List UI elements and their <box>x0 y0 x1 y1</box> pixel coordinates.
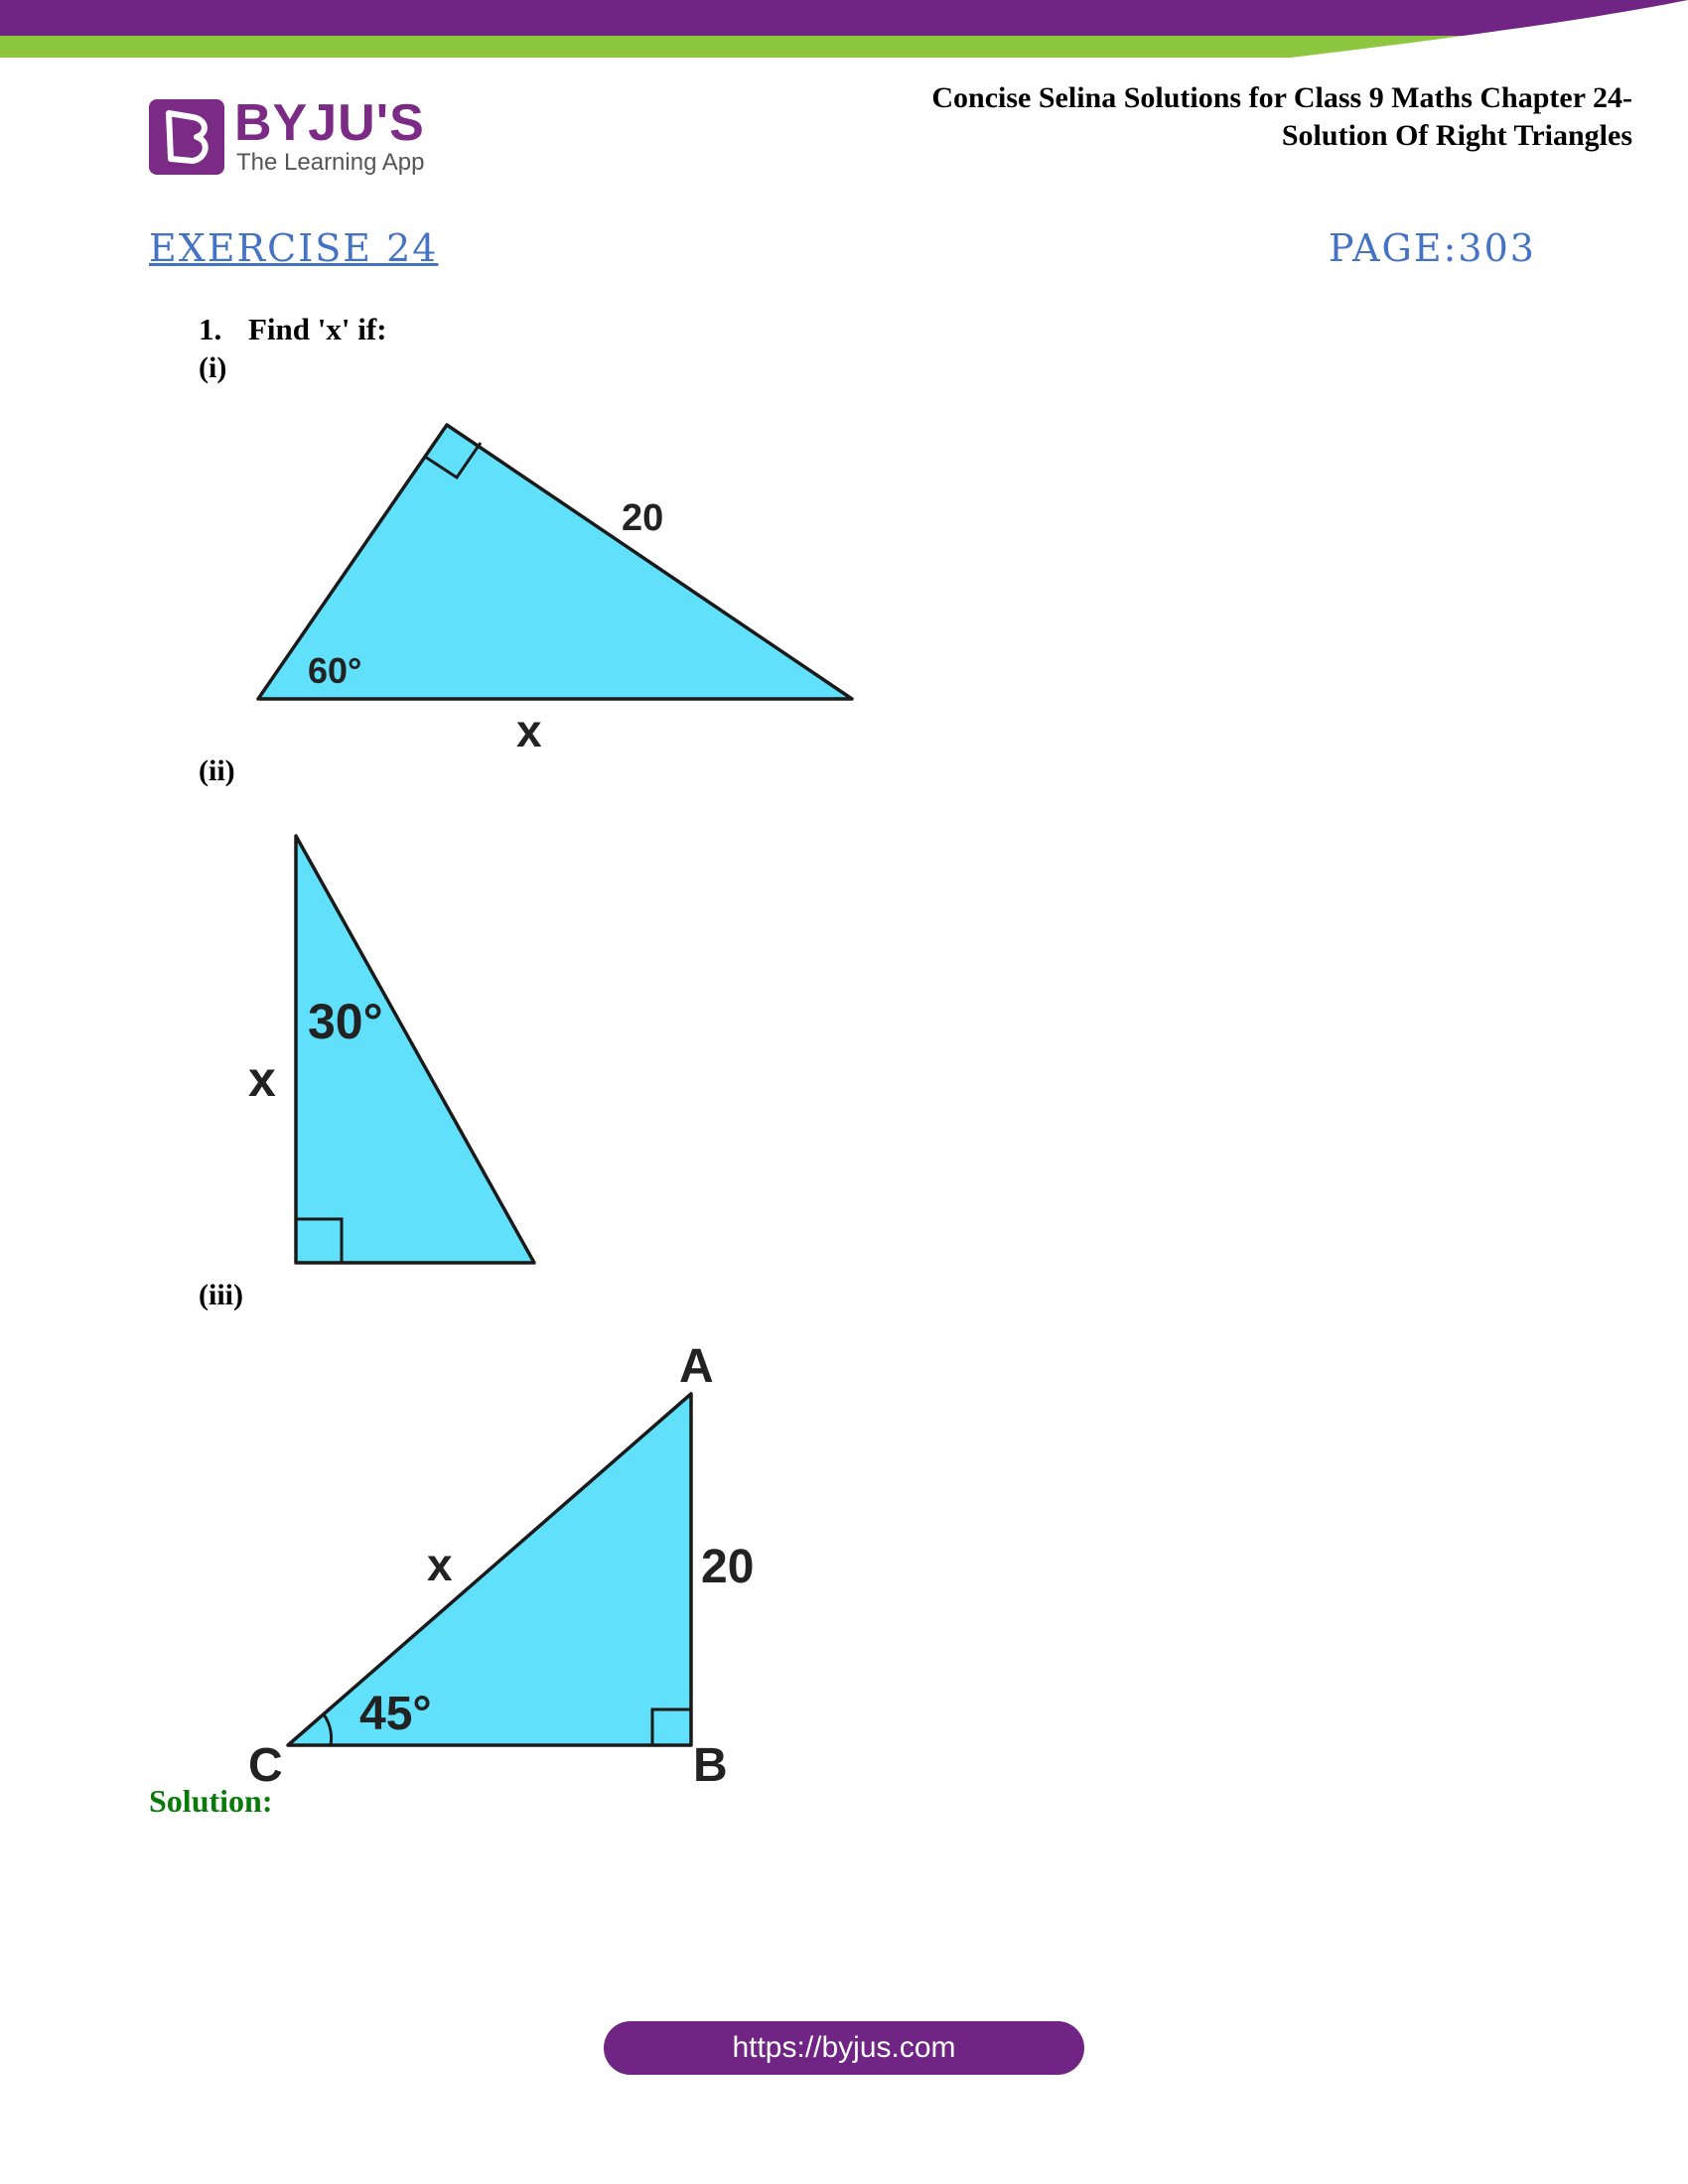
triangle-figure-i <box>258 425 852 756</box>
side-label-i: 20 <box>622 497 664 539</box>
triangle-iii <box>288 1394 691 1745</box>
part-label-ii: (ii) <box>199 754 235 787</box>
question-text: Find 'x' if: <box>248 312 387 346</box>
footer-url-link[interactable]: https://byjus.com <box>604 2021 1084 2075</box>
unknown-label-i: x <box>516 705 542 756</box>
title-line-2: Solution Of Right Triangles <box>1281 119 1632 152</box>
angle-label-i: 60° <box>308 650 362 691</box>
unknown-label-iii: x <box>427 1539 453 1590</box>
exercise-heading: EXERCISE 24 <box>149 226 439 270</box>
title-line-1: Concise Selina Solutions for Class 9 Maths Chapter 24- <box>931 81 1632 114</box>
vertex-c-label: C <box>248 1739 283 1792</box>
part-label-i: (i) <box>199 351 227 384</box>
question-number: 1. <box>199 312 222 346</box>
solution-label: Solution: <box>149 1783 273 1819</box>
page-number: PAGE:303 <box>1329 226 1536 270</box>
triangle-figure-iii <box>248 1340 754 1792</box>
part-label-iii: (iii) <box>199 1279 243 1311</box>
vertex-b-label: B <box>693 1739 728 1792</box>
angle-label-ii: 30° <box>308 994 383 1049</box>
vertex-a-label: A <box>679 1340 714 1393</box>
unknown-label-ii: x <box>248 1051 276 1107</box>
triangle-figure-ii <box>248 836 534 1263</box>
brand-tagline: The Learning App <box>236 149 425 176</box>
side-label-iii: 20 <box>701 1541 755 1593</box>
triangle-ii <box>296 836 534 1263</box>
angle-label-iii: 45° <box>359 1688 432 1740</box>
brand-name: BYJU'S <box>234 94 425 152</box>
